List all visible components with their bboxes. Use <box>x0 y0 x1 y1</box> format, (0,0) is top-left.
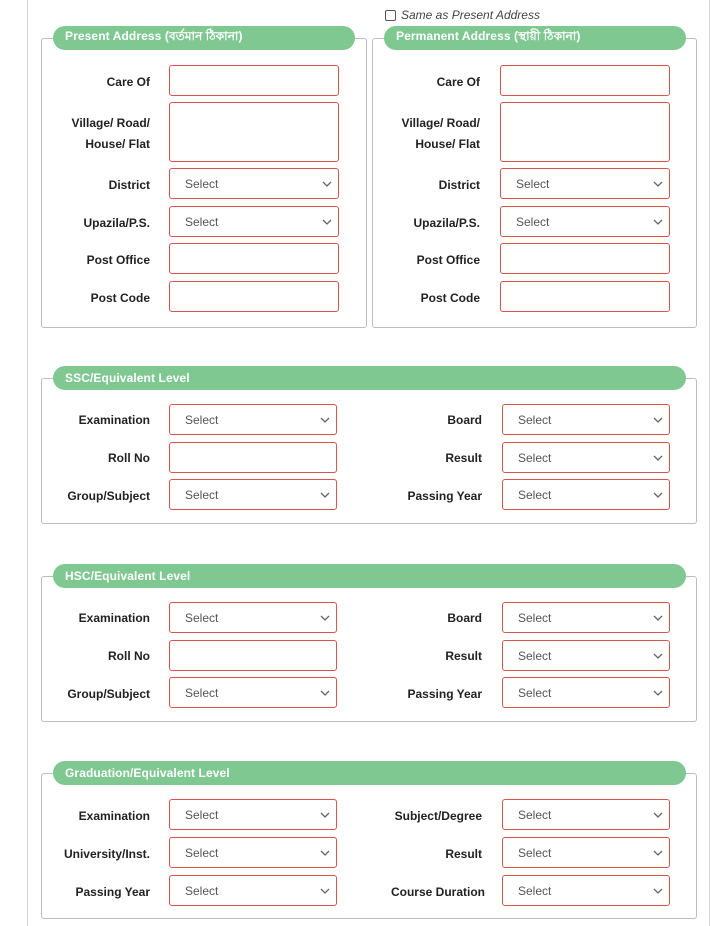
permanent-post-office-label: Post Office <box>416 253 480 267</box>
permanent-post-code-input[interactable] <box>500 281 670 312</box>
present-village-label-line1: Village/ Road/ <box>71 116 150 130</box>
chevron-down-icon <box>320 615 330 621</box>
hsc-passing-year-value: Select <box>518 685 552 700</box>
hsc-board-label: Board <box>447 611 482 625</box>
ssc-group-subject-value: Select <box>185 487 219 502</box>
ssc-passing-year-select[interactable] <box>502 479 670 510</box>
chevron-down-icon <box>653 181 663 187</box>
ssc-examination-label: Examination <box>78 413 150 427</box>
same-as-present-label: Same as Present Address <box>401 8 540 22</box>
chevron-down-icon <box>653 690 663 696</box>
graduation-subject-degree-value: Select <box>518 807 552 822</box>
ssc-result-value: Select <box>518 450 552 465</box>
graduation-examination-label: Examination <box>78 809 150 823</box>
hsc-group-subject-select[interactable] <box>169 677 337 708</box>
graduation-course-duration-select[interactable] <box>502 875 670 906</box>
hsc-roll-no-input[interactable] <box>169 640 337 671</box>
graduation-examination-value: Select <box>185 807 219 822</box>
present-post-code-label: Post Code <box>90 291 150 305</box>
hsc-group-subject-label: Group/Subject <box>67 687 150 701</box>
permanent-upazila-label: Upazila/P.S. <box>413 216 480 230</box>
present-post-office-label: Post Office <box>86 253 150 267</box>
graduation-passing-year-label: Passing Year <box>75 885 150 899</box>
chevron-down-icon <box>320 417 330 423</box>
permanent-village-label-line2: House/ Flat <box>415 137 480 151</box>
graduation-university-label: University/Inst. <box>63 847 150 861</box>
hsc-result-select[interactable] <box>502 640 670 671</box>
present-post-code-input[interactable] <box>169 281 339 312</box>
ssc-examination-value: Select <box>185 412 219 427</box>
permanent-village-label-line1: Village/ Road/ <box>401 116 480 130</box>
hsc-result-value: Select <box>518 648 552 663</box>
ssc-group-subject-select[interactable] <box>169 479 337 510</box>
graduation-examination-select[interactable] <box>169 799 337 830</box>
permanent-upazila-select[interactable] <box>500 206 670 237</box>
graduation-subject-degree-label: Subject/Degree <box>394 809 482 823</box>
chevron-down-icon <box>653 812 663 818</box>
hsc-examination-label: Examination <box>78 611 150 625</box>
present-post-office-input[interactable] <box>169 243 339 274</box>
hsc-examination-select[interactable] <box>169 602 337 633</box>
graduation-passing-year-value: Select <box>185 883 219 898</box>
hsc-passing-year-label: Passing Year <box>407 687 482 701</box>
graduation-course-duration-label: Course Duration <box>390 885 485 899</box>
ssc-passing-year-value: Select <box>518 487 552 502</box>
graduation-result-label: Result <box>445 847 482 861</box>
permanent-district-label: District <box>438 178 480 192</box>
present-care-of-label: Care Of <box>106 75 150 89</box>
page-border-left <box>27 0 28 926</box>
chevron-down-icon <box>653 492 663 498</box>
hsc-board-value: Select <box>518 610 552 625</box>
chevron-down-icon <box>653 850 663 856</box>
chevron-down-icon <box>320 888 330 894</box>
permanent-post-office-input[interactable] <box>500 243 670 274</box>
hsc-examination-value: Select <box>185 610 219 625</box>
ssc-roll-no-input[interactable] <box>169 442 337 473</box>
page-border-right <box>709 0 710 926</box>
chevron-down-icon <box>320 812 330 818</box>
graduation-passing-year-select[interactable] <box>169 875 337 906</box>
ssc-result-label: Result <box>445 451 482 465</box>
chevron-down-icon <box>322 219 332 225</box>
graduation-subject-degree-select[interactable] <box>502 799 670 830</box>
ssc-title: SSC/Equivalent Level <box>53 366 686 390</box>
ssc-examination-select[interactable] <box>169 404 337 435</box>
hsc-title: HSC/Equivalent Level <box>53 564 686 588</box>
chevron-down-icon <box>653 455 663 461</box>
graduation-university-select[interactable] <box>169 837 337 868</box>
present-care-of-input[interactable] <box>169 65 339 96</box>
graduation-result-value: Select <box>518 845 552 860</box>
ssc-group-subject-label: Group/Subject <box>67 489 150 503</box>
chevron-down-icon <box>320 492 330 498</box>
permanent-care-of-label: Care Of <box>436 75 480 89</box>
hsc-group-subject-value: Select <box>185 685 219 700</box>
hsc-result-label: Result <box>445 649 482 663</box>
hsc-passing-year-select[interactable] <box>502 677 670 708</box>
chevron-down-icon <box>320 690 330 696</box>
present-upazila-value: Select <box>185 214 219 229</box>
hsc-board-select[interactable] <box>502 602 670 633</box>
present-district-select[interactable] <box>169 168 339 199</box>
present-district-label: District <box>108 178 150 192</box>
present-village-label-line2: House/ Flat <box>85 137 150 151</box>
hsc-roll-no-label: Roll No <box>108 649 150 663</box>
permanent-district-select[interactable] <box>500 168 670 199</box>
chevron-down-icon <box>653 615 663 621</box>
ssc-roll-no-label: Roll No <box>108 451 150 465</box>
chevron-down-icon <box>320 850 330 856</box>
chevron-down-icon <box>653 653 663 659</box>
ssc-result-select[interactable] <box>502 442 670 473</box>
same-as-present-row[interactable] <box>385 7 540 23</box>
graduation-course-duration-value: Select <box>518 883 552 898</box>
graduation-title: Graduation/Equivalent Level <box>53 761 686 785</box>
chevron-down-icon <box>653 219 663 225</box>
present-upazila-select[interactable] <box>169 206 339 237</box>
chevron-down-icon <box>653 888 663 894</box>
ssc-passing-year-label: Passing Year <box>407 489 482 503</box>
present-district-value: Select <box>185 176 219 191</box>
permanent-address-title: Permanent Address (স্থায়ী ঠিকানা) <box>384 26 686 50</box>
ssc-board-label: Board <box>447 413 482 427</box>
graduation-university-value: Select <box>185 845 219 860</box>
graduation-result-select[interactable] <box>502 837 670 868</box>
permanent-district-value: Select <box>516 176 550 191</box>
chevron-down-icon <box>653 417 663 423</box>
ssc-board-value: Select <box>518 412 552 427</box>
permanent-post-code-label: Post Code <box>420 291 480 305</box>
permanent-village-input[interactable] <box>500 102 670 162</box>
present-address-title: Present Address (বর্তমান ঠিকানা) <box>53 26 355 50</box>
same-as-present-checkbox[interactable] <box>385 10 396 21</box>
chevron-down-icon <box>322 181 332 187</box>
present-upazila-label: Upazila/P.S. <box>83 216 150 230</box>
ssc-board-select[interactable] <box>502 404 670 435</box>
permanent-care-of-input[interactable] <box>500 65 670 96</box>
present-village-input[interactable] <box>169 102 339 162</box>
permanent-upazila-value: Select <box>516 214 550 229</box>
